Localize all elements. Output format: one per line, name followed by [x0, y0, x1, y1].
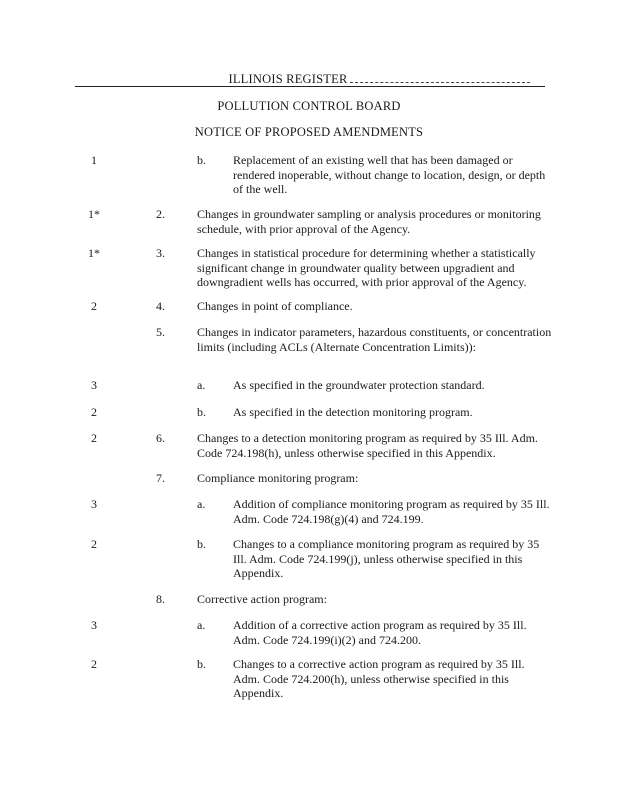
item-letter: a. — [197, 378, 206, 392]
tier-label: 3 — [91, 618, 97, 632]
notice-title: NOTICE OF PROPOSED AMENDMENTS — [194, 125, 424, 139]
item-text: Changes to a detection monitoring program as required by 35 Ill. Adm. Code 724.198(h), unless otherwise specified in this Appendix. — [197, 431, 538, 460]
item-letter: b. — [197, 153, 206, 167]
item-number: 6. — [156, 431, 165, 445]
item-text: Replacement of an existing well that has been damaged or rendered inoperable, without change to location, design, or depth of the well. — [233, 153, 546, 196]
register-blank-line — [350, 73, 530, 83]
item-letter: a. — [197, 497, 206, 511]
item-text: Changes to a corrective action program as required by 35 Ill. Adm. Code 724.200(h), unless otherwise specified in this Appendix. — [233, 657, 525, 700]
item-text: Changes to a compliance monitoring program as required by 35 Ill. Adm. Code 724.199(j), unless otherwise specified in this Appendix. — [233, 537, 540, 580]
tier-label: 1* — [88, 246, 100, 260]
item-number: 2. — [156, 207, 165, 221]
tier-label: 2 — [91, 537, 97, 551]
item-number: 4. — [156, 299, 165, 313]
tier-label: 2 — [91, 657, 97, 671]
item-text: Addition of compliance monitoring program as required by 35 Ill. Adm. Code 724.198(g)(4) and 724.199. — [233, 497, 550, 526]
item-number: 3. — [156, 246, 165, 260]
item-text: As specified in the detection monitoring program. — [233, 405, 473, 419]
item-text: Addition of a corrective action program as required by 35 Ill. Adm. Code 724.199(i)(2) and 724.200. — [233, 618, 527, 647]
register-header — [0, 72, 618, 87]
item-number: 5. — [156, 325, 165, 339]
item-text: Changes in indicator parameters, hazardous constituents, or concentration limits (including ACLs (Alternate Concentration Limits)): — [197, 325, 552, 354]
item-text: As specified in the groundwater protection standard. — [233, 378, 485, 392]
item-letter: b. — [197, 657, 206, 671]
tier-label: 2 — [91, 299, 97, 313]
item-letter: b. — [197, 537, 206, 551]
register-title: ILLINOIS REGISTER — [228, 72, 348, 86]
tier-label: 2 — [91, 405, 97, 419]
item-letter: a. — [197, 618, 206, 632]
tier-label: 1 — [91, 153, 97, 167]
item-text: Changes in point of compliance. — [197, 299, 353, 313]
board-title: POLLUTION CONTROL BOARD — [217, 99, 401, 113]
header-rule — [75, 86, 545, 87]
tier-label: 2 — [91, 431, 97, 445]
tier-label: 3 — [91, 378, 97, 392]
item-text: Changes in groundwater sampling or analysis procedures or monitoring schedule, with prior approval of the Agency. — [197, 207, 541, 236]
item-number: 8. — [156, 592, 165, 606]
item-letter: b. — [197, 405, 206, 419]
tier-label: 3 — [91, 497, 97, 511]
item-text: Corrective action program: — [197, 592, 327, 606]
item-number: 7. — [156, 471, 165, 485]
item-text: Compliance monitoring program: — [197, 471, 359, 485]
tier-label: 1* — [88, 207, 100, 221]
item-text: Changes in statistical procedure for determining whether a statistically significant change in groundwater quality between upgradient and downgradient wells has occurred, with prior approval of the Agency. — [197, 246, 536, 289]
